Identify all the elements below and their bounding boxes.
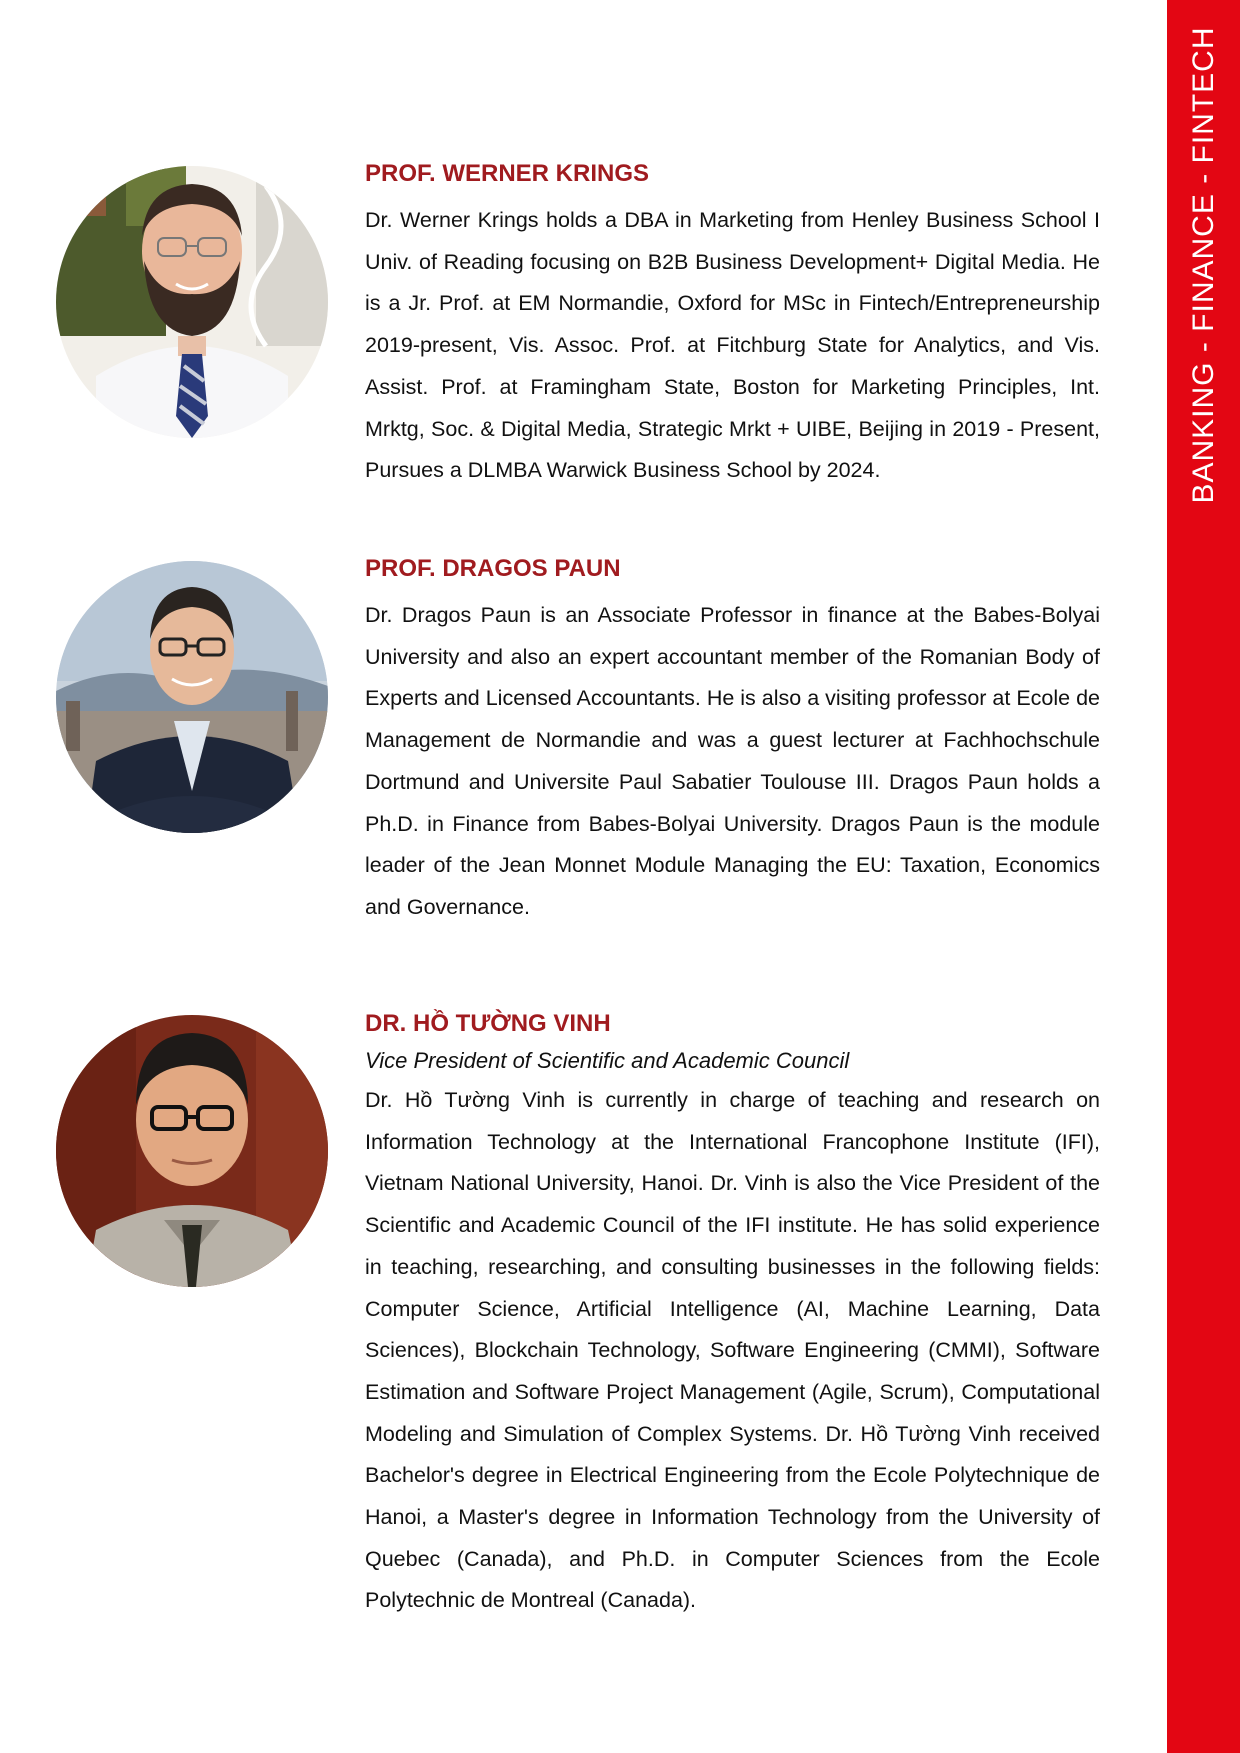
portrait-illustration [56, 166, 328, 438]
profile-content [365, 1008, 1100, 1622]
portrait-photo-dragos-paun [56, 561, 328, 833]
profile-name: DR. HỒ TƯỜNG VINH [365, 1010, 611, 1037]
profile-bio: Dr. Dragos Paun is an Associate Professor in finance at the Babes-Bolyai University and also an expert accountant member of the Romanian Body of Experts and Licensed Accountants. He is also a visiting professor at Ecole de Management de Normandie and was a guest lecturer at Fachhochschule Dortmund and Universite Paul Sabatier Toulouse III. Dragos Paun holds a Ph.D. in Finance from Babes-Bolyai University. Dragos Paun is the module leader of the Jean Monnet Module Managing the EU: Taxation, Economics and Governance. [365, 603, 1100, 919]
sidebar-label: BANKING - FINANCE - FINTECH [1186, 26, 1220, 504]
portrait-illustration [56, 561, 328, 833]
profile-content [365, 553, 1100, 929]
profile-content [365, 158, 1100, 492]
sidebar-band [1167, 0, 1240, 1753]
profile-bio: Dr. Hồ Tường Vinh is currently in charge of teaching and research on Information Technology at the International Francophone Institute (IFI), Vietnam National University, Hanoi. Dr. Vinh is also the Vice President of the Scientific and Academic Council of the IFI institute. He has solid experience in teaching, researching, and consulting businesses in the following fields: Computer Science, Artificial Intelligence (AI, Machine Learning, Data Sciences), Blockchain Technology, Software Engineering (CMMI), Software Estimation and Software Project Management (Agile, Scrum), Computational Modeling and Simulation of Complex Systems. Dr. Hồ Tường Vinh received Bachelor's degree in Electrical Engineering from the Ecole Polytechnique de Hanoi, a Master's degree in Information Technology from the University of Quebec (Canada), and Ph.D. in Computer Sciences from the Ecole Polytechnic de Montreal (Canada). [365, 1088, 1100, 1613]
portrait-photo-ho-tuong-vinh [56, 1015, 328, 1287]
portrait-photo-werner-krings [56, 166, 328, 438]
profile-name: PROF. WERNER KRINGS [365, 160, 650, 187]
profile-bio: Dr. Werner Krings holds a DBA in Marketing from Henley Business School I Univ. of Reading focusing on B2B Business Development+ Digital Media. He is a Jr. Prof. at EM Normandie, Oxford for MSc in Fintech/Entrepreneurship 2019-present, Vis. Assoc. Prof. at Fitchburg State for Analytics, and Vis. Assist. Prof. at Framingham State, Boston for Marketing Principles, Int. Mrktg, Soc. & Digital Media, Strategic Mrkt + UIBE, Beijing in 2019 - Present, Pursues a DLMBA Warwick Business School by 2024. [365, 208, 1100, 483]
profile-name: PROF. DRAGOS PAUN [365, 555, 621, 582]
profile-role: Vice President of Scientific and Academic Council [365, 1048, 850, 1073]
portrait-illustration [56, 1015, 328, 1287]
